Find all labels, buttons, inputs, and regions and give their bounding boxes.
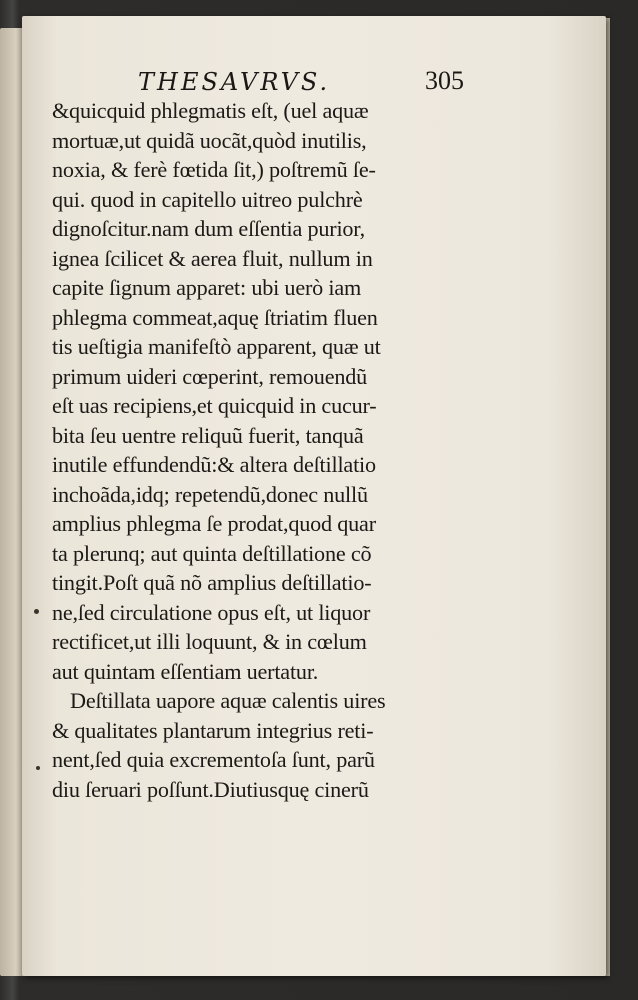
text-line: ignea ſcilicet & aerea fluit, nullum in [52,245,373,271]
text-line: inchoãda,idq; repetendũ,donec nullũ [52,481,368,507]
text-line: noxia, & ferè fœtida ſit,) poſtremũ ſe- [52,157,376,182]
text-line: qui. quod in capitello uitreo pulchrè [52,186,363,212]
ink-speck [36,766,40,770]
text-line: aut quintam eſſentiam uertatur. [52,658,319,684]
text-line: nent,ſed quia excrementoſa ſunt, parũ [52,747,375,772]
running-head: THESAVRVS. [138,68,331,96]
text-line: mortuæ,ut quidã uocãt,quòd inutilis, [52,127,367,153]
text-line: & qualitates plantarum integrius reti- [52,717,374,743]
text-line: capite ſignum apparet: ubi uerò iam [52,275,362,300]
text-line: inutile effundendũ:& altera deſtillatio [52,452,376,477]
text-line: Deſtillata uapore aquæ calentis uires [70,688,386,713]
page-number: 305 [425,66,464,95]
text-line: &quicquid phlegmatis eſt, (uel aquæ [52,98,369,123]
text-line: ne,ſed circulatione opus eſt, ut liquor [52,599,371,625]
text-line: ta plerunq; aut quinta deſtillatione cõ [52,540,372,566]
text-line: rectificet,ut illi loquunt, & in cœlum [52,629,367,654]
text-line: diu ſeruari poſſunt.Diutiusquę cinerũ [52,776,369,802]
body-text [52,96,472,804]
text-line: tis ueſtigia manifeſtò apparent, quæ ut [52,334,381,359]
text-line: phlegma commeat,aquę ſtriatim fluen [52,304,378,330]
ink-speck [34,609,39,614]
text-line: amplius phlegma ſe prodat,quod quar [52,511,376,536]
text-line: dignoſcitur.nam dum eſſentia purior, [52,216,365,241]
text-line: eſt uas recipiens,et quicquid in cucur- [52,393,377,418]
text-line: tingit.Poſt quã nõ amplius deſtillatio- [52,570,372,595]
text-line: primum uideri cœperint, remouendũ [52,363,368,389]
text-line: bita ſeu uentre reliquũ fuerit, tanquã [52,422,364,448]
